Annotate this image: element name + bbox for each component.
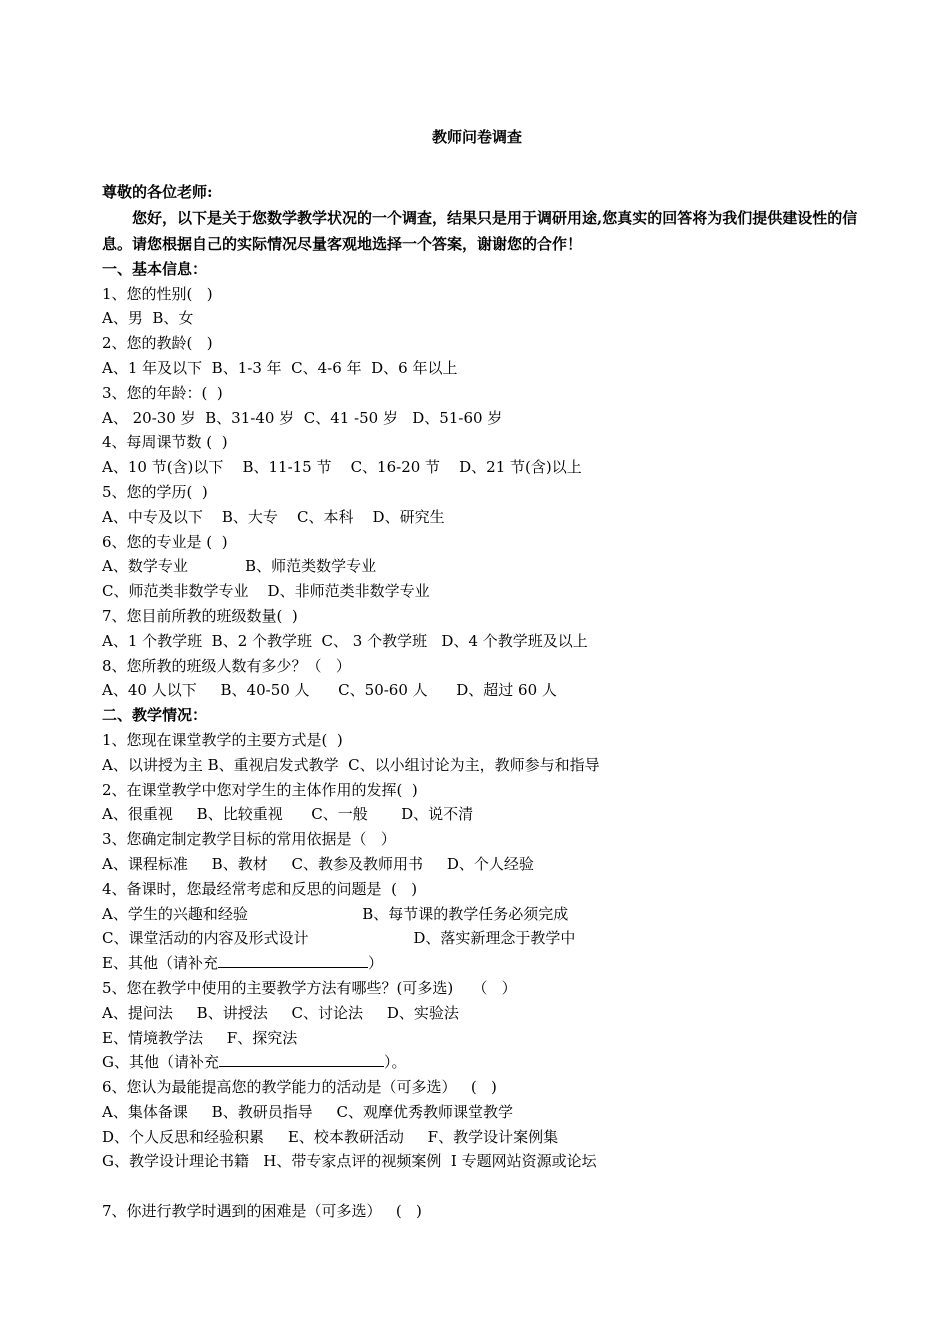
options-line: A、课程标准 B、教材 C、教参及教师用书 D、个人经验 [102,854,534,873]
other-option-close: ）。 [383,1053,407,1072]
options-line: A、男 B、女 [102,309,194,328]
question-line: 6、您的专业是 ( ) [102,532,228,551]
intro-paragraph: 您好，以下是关于您数学教学状况的一个调查，结果只是用于调研用途,您真实的回答将为我们提供建设性的信息。请您根据自己的实际情况尽量客观地选择一个答案，谢谢您的合作！ [102,208,858,253]
options-line: A、1 年及以下 B、1-3 年 C、4-6 年 D、6 年以上 [102,358,458,377]
options-line: A、以讲授为主 B、重视启发式教学 C、以小组讨论为主，教师参与和指导 [102,755,600,774]
options-line: A、1 个教学班 B、2 个教学班 C、 3 个教学班 D、4 个教学班及以上 [102,631,588,650]
options-line: A、数学专业 B、师范类数学专业 [102,557,377,576]
fill-in-blank[interactable] [219,1052,384,1067]
question-line: 4、备课时，您最经常考虑和反思的问题是 ( ) [102,879,418,898]
question-line: 2、在课堂教学中您对学生的主体作用的发挥( ) [102,780,418,799]
question-line: 3、您确定制定教学目标的常用依据是（ ） [102,830,396,849]
options-line: D、个人反思和经验积累 E、校本教研活动 F、教学设计案例集 [102,1127,559,1146]
other-option-line [102,951,862,976]
options-line: A、提问法 B、讲授法 C、讨论法 D、实验法 [102,1003,459,1022]
question-line: 5、您的学历( ) [102,482,208,501]
other-option-close: ） [367,954,383,973]
options-line: A、学生的兴趣和经验 B、每节课的教学任务必须完成 [102,904,569,923]
options-line: A、10 节(含)以下 B、11-15 节 C、16-20 节 D、21 节(含)以上 [102,458,582,477]
options-line: A、集体备课 B、教研员指导 C、观摩优秀教师课堂教学 [102,1102,514,1121]
question-line: 8、您所教的班级人数有多少？（ ） [102,656,351,675]
options-line: C、课堂活动的内容及形式设计 D、落实新理念于教学中 [102,929,576,948]
question-line: 5、您在教学中使用的主要教学方法有哪些？(可多选) （ ） [102,978,517,997]
greeting: 尊敬的各位老师: [102,183,213,201]
question-line: 1、您的性别( ) [102,284,213,303]
options-line: C、师范类非数学专业 D、非师范类非数学专业 [102,582,430,601]
question-line: 4、每周课节数 ( ) [102,433,228,452]
question-line: 7、你进行教学时遇到的困难是（可多选） ( ) [102,1202,422,1221]
section-heading-teaching: 二、教学情况： [102,706,208,725]
options-line: E、情境教学法 F、探究法 [102,1028,298,1047]
document-page [102,122,862,1224]
other-option-line [102,1050,862,1075]
question-line: 2、您的教龄( ) [102,334,213,353]
options-line: G、教学设计理论书籍 H、带专家点评的视频案例 I 专题网站资源或论坛 [102,1152,597,1171]
section-teaching [102,728,862,1224]
options-line: A、很重视 B、比较重视 C、一般 D、说不清 [102,805,474,824]
other-option-label: E、其他（请补充 [102,954,218,973]
section-heading-basic-info: 一、基本信息： [102,259,208,278]
question-line: 7、您目前所教的班级数量( ) [102,606,298,625]
options-line: A、 20-30 岁 B、31-40 岁 C、41 -50 岁 D、51-60 岁 [102,408,503,427]
other-option-label: G、其他（请补充 [102,1053,219,1072]
question-line: 1、您现在课堂教学的主要方式是( ) [102,730,343,749]
options-line: A、40 人以下 B、40-50 人 C、50-60 人 D、超过 60 人 [102,681,557,700]
section-basic-info [102,282,862,704]
document-title: 教师问卷调查 [431,128,522,146]
question-line: 6、您认为最能提高您的教学能力的活动是（可多选） ( ) [102,1078,497,1097]
spacer [102,1174,862,1199]
fill-in-blank[interactable] [218,953,368,968]
options-line: A、中专及以下 B、大专 C、本科 D、研究生 [102,507,445,526]
question-line: 3、您的年龄：( ) [102,383,223,402]
